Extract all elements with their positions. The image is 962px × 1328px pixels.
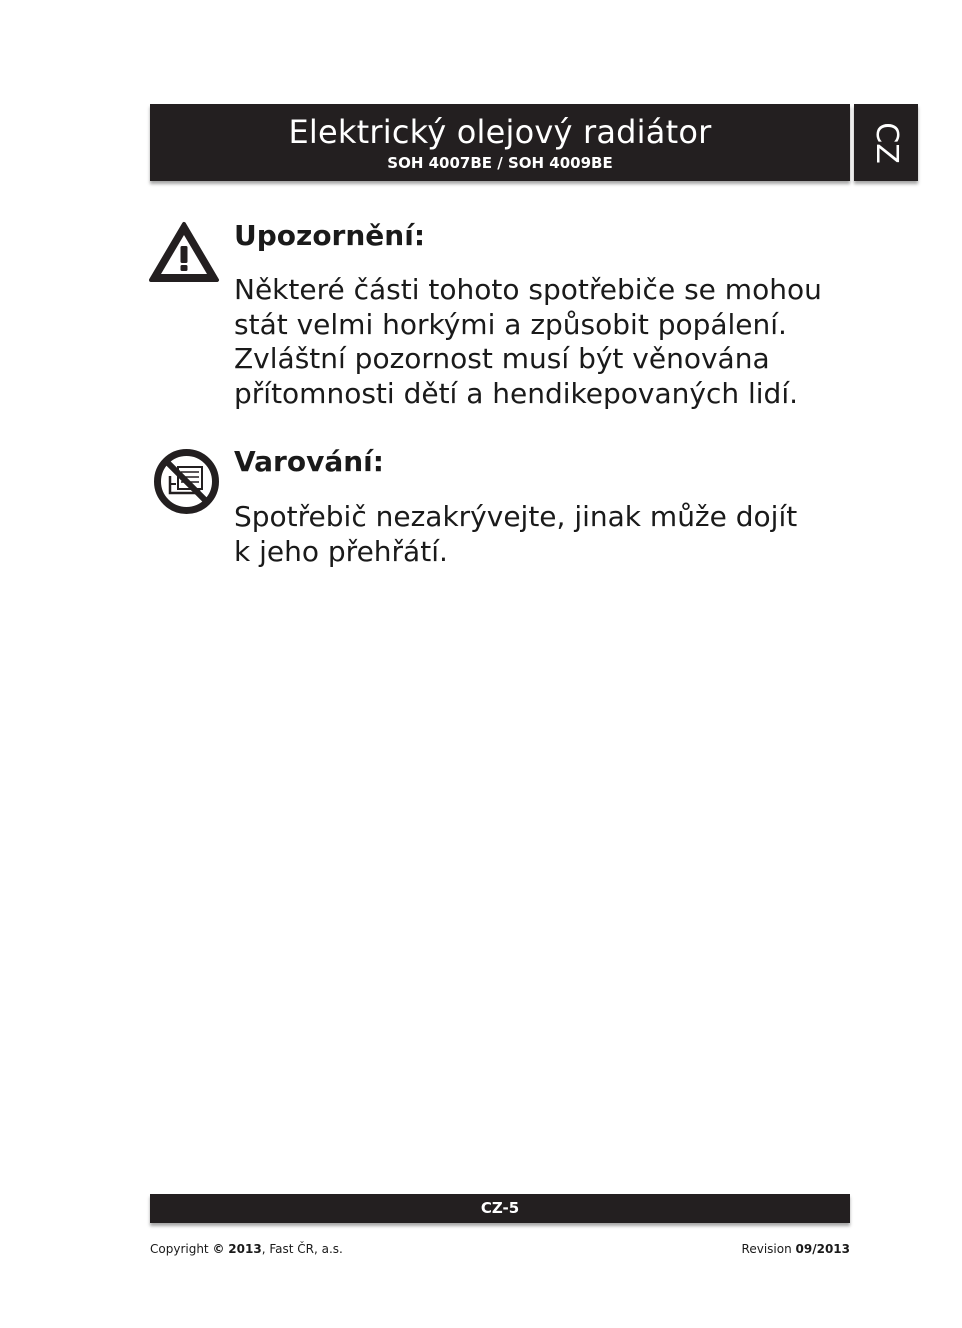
language-tab xyxy=(854,104,918,181)
copyright-company: , Fast ČR, a.s. xyxy=(261,1242,343,1256)
page-title: Elektrický olejový radiátor xyxy=(288,113,712,151)
caution-heading: Upozornění: xyxy=(234,219,426,252)
revision-date: 09/2013 xyxy=(795,1242,850,1256)
copyright-year: 2013 xyxy=(228,1242,262,1256)
page-number: CZ-5 xyxy=(480,1199,520,1217)
warning-line: Spotřebič nezakrývejte, jinak může dojít xyxy=(234,500,798,533)
warning-triangle-icon xyxy=(148,220,220,284)
warning-line: k jeho přehřátí. xyxy=(234,534,448,568)
caution-text xyxy=(234,273,874,411)
revision-label: Revision xyxy=(741,1242,792,1256)
warning-text xyxy=(234,500,874,569)
caution-line: stát velmi horkými a způsobit popálení. xyxy=(234,307,787,341)
language-tab-label: CZ xyxy=(869,121,904,164)
header-bar xyxy=(150,104,850,181)
caution-line: Zvláštní pozornost musí být věnována xyxy=(234,342,770,375)
copyright-notice xyxy=(150,1241,343,1257)
copyright-prefix: Copyright xyxy=(150,1242,209,1256)
revision-notice xyxy=(742,1241,850,1257)
copyright-symbol: © xyxy=(212,1242,225,1256)
do-not-cover-icon xyxy=(153,448,220,515)
caution-line: Některé části tohoto spotřebiče se mohou xyxy=(234,273,822,306)
warning-heading: Varování: xyxy=(234,445,384,478)
footer-bar xyxy=(150,1194,850,1223)
caution-line: přítomnosti dětí a hendikepovaných lidí. xyxy=(234,376,799,410)
model-numbers: SOH 4007BE / SOH 4009BE xyxy=(387,154,613,172)
